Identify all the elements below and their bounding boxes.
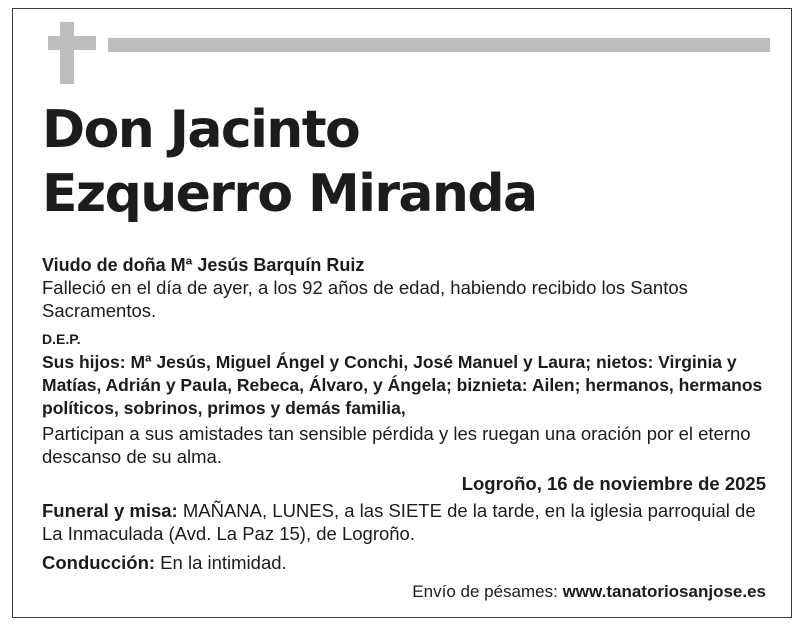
deceased-name-line2: Ezquerro Miranda <box>42 164 537 224</box>
conduccion-info <box>42 551 766 574</box>
deceased-name-line1: Don Jacinto <box>42 100 360 160</box>
cross-icon <box>60 22 74 84</box>
conduccion-text: En la intimidad. <box>155 552 287 573</box>
deceased-name <box>42 98 536 226</box>
funeral-label: Funeral y misa: <box>42 500 178 521</box>
widow-of: Viudo de doña Mª Jesús Barquín Ruiz <box>42 255 365 275</box>
header-rule <box>108 38 770 52</box>
dateline: Logroño, 16 de noviembre de 2025 <box>461 473 766 494</box>
condolences-link[interactable]: www.tanatoriosanjose.es <box>562 582 766 601</box>
death-notice: Falleció en el día de ayer, a los 92 años de edad, habiendo recibido los Santos Sacramentos. <box>42 277 688 321</box>
condolences-line <box>42 581 766 603</box>
dep-label: D.E.P. <box>42 331 81 347</box>
participation-text: Participan a sus amistades tan sensible pérdida y les ruegan una oración por el eterno descanso de su alma. <box>42 423 751 467</box>
obituary-body <box>42 254 766 603</box>
condolences-label: Envío de pésames: <box>412 582 563 601</box>
conduccion-label: Conducción: <box>42 552 156 573</box>
funeral-text: MAÑANA, LUNES, a las SIETE de la tarde, en la iglesia parroquial de La Inmaculada (Avd. La Paz 15), de Logroño. <box>42 500 756 544</box>
cross-icon-bar <box>48 36 96 50</box>
family-list: Sus hijos: Mª Jesús, Miguel Ángel y Conchi, José Manuel y Laura; nietos: Virginia y Matías, Adrián y Paula, Rebeca, Álvaro, y Ángela; biznieta: Ailen; hermanos, hermanos políticos, sobrinos, primos y demás familia, <box>42 352 763 418</box>
funeral-info <box>42 499 766 545</box>
